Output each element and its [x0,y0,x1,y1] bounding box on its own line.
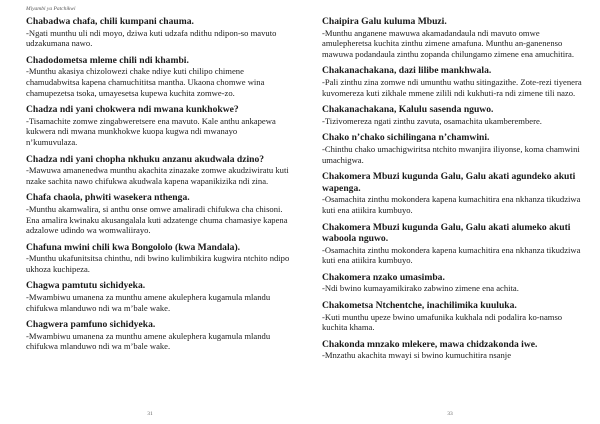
running-head [322,4,586,16]
running-head: Miyambi ya Patchikwi [26,6,76,12]
proverb-meaning: -Munthu anganene mawuwa akamadandaula ndi mavuto omwe amulepheretsa kuchita zinthu zimene amafuna. Munthu an-ganenenso mawuwa podandaula zinthu zopanda chilungamo zimene ena amuchitira. [322,27,574,59]
proverb-entry [26,319,290,352]
proverb-meaning: -Osamachita zinthu mokondera kapena kumachitira ena nkhanza tikudziwa kuti ena atiikira kumbuyo. [322,244,581,266]
proverb-meaning: -Tisamachite zomwe zingabweretsere ena mavuto. Kale anthu ankapewa kukwera ndi mwana munkhokwe kuopa kugwa ndi mwanayo n’kumuvulaza. [26,115,276,147]
proverb-text: Chafuna mwini chili kwa Bongololo (kwa Mandala). [26,241,241,253]
proverb-text: Chakonda mnzako mlekere, mawa chidzakonda iwe. [322,338,538,350]
proverb-entry [322,339,586,361]
proverb-entry [322,104,586,126]
proverb-meaning: -Kuti munthu upeze bwino umafunika kukhala ndi podalira ko-namso kuchita khama. [322,311,563,333]
proverb-entry [322,222,586,266]
proverb-text: Chaipira Galu kuluma Mbuzi. [322,16,447,27]
proverb-text: Chakomera nzako umasimba. [322,271,445,283]
proverb-text: Chakanachakana, dazi lilibe mankhwala. [322,65,492,77]
proverb-entry [322,65,586,98]
proverb-text: Chakomera Mbuzi kugunda Galu, Galu akati agundeko akuti wapenga. [322,171,576,194]
proverb-meaning: -Tizivomereza ngati zinthu zavuta, osamachita ukamberembere. [322,115,542,126]
proverb-meaning: -Chinthu chako umachigwiritsa ntchito mwanjira iliyonse, koma chamwini umachigwa. [322,143,580,165]
proverb-entry [322,300,586,333]
proverb-entry [26,242,290,275]
proverb-text: Chagwera pamfuno sichidyeka. [26,319,156,331]
proverb-text: Chadza ndi yani chopha nkhuku anzanu akudwala dzino? [26,153,265,165]
proverb-meaning: -Munthu akamwalira, si anthu onse omwe amaliradi chifukwa cha chisoni. Ena amalira kwinaku akusangalala kuti adzatenge chuma chamasiye kapena adzalowe udindo wa womwaliirayo. [26,203,288,236]
proverb-entry [26,55,290,98]
proverb-text: Chakometsa Ntchentche, inachilimika kuuluka. [322,300,517,312]
entries-list [322,16,586,361]
proverb-text: Chabadwa chafa, chili kumpani chauma. [26,16,194,27]
proverb-entry [26,104,290,147]
entries-list [26,16,290,352]
proverb-entry [322,132,586,165]
proverb-entry [26,16,290,49]
proverb-text: Chagwa pamtutu sichidyeka. [26,280,146,292]
right-page [300,0,600,424]
proverb-text: Chadza ndi yani chokwera ndi mwana kunkhokwe? [26,104,239,116]
proverb-meaning: -Pali zinthu zina zomwe ndi umunthu wathu sitingazithe. Zote-rezi tiyenera kuvomereza kuti zikhale mmene zilili ndi kukhuti-ra ndi zimene tili nazo. [322,76,582,98]
proverb-entry [322,16,586,59]
proverb-meaning: -Munthu akasiya chizolowezi chake ndiye kuti chilipo chimene chamudabwitsa kapena chamuchititsa mantha. Ukaona chomwe wina chamupezetsa tsoka, umayesetsa kupewa kuchita zomwe-zo. [26,66,265,98]
page-number: 31 [147,411,153,417]
proverb-text: Chakomera Mbuzi kugunda Galu, Galu akati alumeko akuti waboola nguwo. [322,221,571,245]
proverb-entry [322,171,586,215]
proverb-text: Chakanachakana, Kalulu sasenda nguwo. [322,104,494,116]
page-number: 33 [447,411,453,417]
proverb-entry [26,192,290,235]
proverb-meaning: -Ndi bwino kumayamikirako zabwino zimene ena achita. [322,283,519,294]
proverb-meaning: -Mnzathu akachita mwayi si bwino kumuchitira nsanje [322,350,512,361]
proverb-meaning: -Ngati munthu uli ndi moyo, dziwa kuti udzafa ndithu ndipon-so mavuto udzakumana nawo. [26,27,277,49]
proverb-meaning: -Mwambiwu umanena za munthu amene akulephera kugamula mlandu chifukwa mlanduwo ndi wa m’bale wake. [26,292,271,313]
proverb-text: Chako n’chako sichilingana n’chamwini. [322,132,490,144]
proverb-text: Chafa chaola, phwiti wasekera nthenga. [26,192,190,204]
proverb-entry [322,272,586,294]
proverb-meaning: -Mawuwa amanenedwa munthu akachita zinazake zomwe akudziwiratu kuti nzake sachita nawo chifukwa akudwala kapena wapanikizika ndi zina. [26,165,289,186]
proverb-entry [26,280,290,313]
proverb-meaning: -Munthu ukafunitsitsa chinthu, ndi bwino kulimbikira kugwira ntchito ndipo ukhoza kuchipeza. [26,253,290,274]
proverb-text: Chadodometsa mleme chili ndi khambi. [26,54,189,66]
proverb-entry [26,154,290,187]
proverb-meaning: -Osamachita zinthu mokondera kapena kumachitira ena nkhanza tikudziwa kuti ena atiikira kumbuyo. [322,194,581,215]
proverb-meaning: -Mwambiwu umanena za munthu amene akulephera kugamula mlandu chifukwa mlanduwo ndi wa m’bale wake. [26,330,271,352]
